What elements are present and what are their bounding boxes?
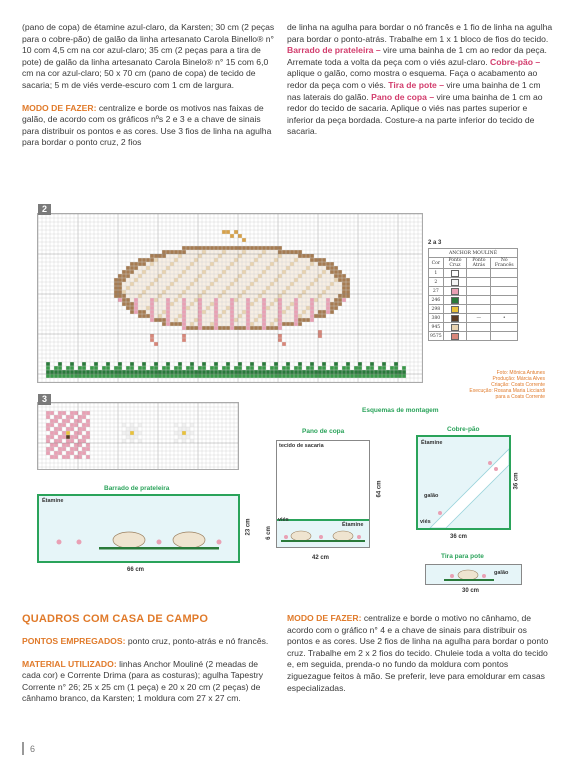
credit-line: Foto: Mônica Antunes — [496, 370, 545, 376]
key-title: 2 a 3 — [428, 240, 442, 246]
pig-pattern — [38, 214, 422, 382]
text-segment: aplique o galão, como mostra o esquema. Faça o acabamento ao redor da peça com o viés. — [287, 68, 538, 90]
key-french-knot: • — [491, 314, 518, 323]
key-backstitch — [467, 332, 491, 341]
key-backstitch — [467, 287, 491, 296]
label-tira-pote: Tira de pote – — [388, 79, 444, 90]
color-swatch — [451, 315, 459, 322]
key-color-number: 2 — [429, 278, 444, 287]
key-rows — [429, 269, 518, 341]
color-key — [428, 240, 518, 341]
key-swatch-cell — [443, 287, 467, 296]
color-swatch — [451, 306, 459, 313]
modo-text-2: centralize e borde o motivo no cânhamo, de acordo com o gráfico n° 4 e a chave de sinais para distribuir os pontos e as cores. Use 2 fios de linha na agulha para bordar o ponto cruz. Trabalhe em 2 x 2 fios do tecido. Chuleie toda a volta do tecido e, em seguida, prenda-o no fundo da moldura com pontos ziguezague feitos à mão. Se preferir, leve para emoldurar em casas especializadas. — [287, 613, 549, 693]
bottom-text-right — [287, 613, 552, 694]
text-segment: vire uma bainha de 1 cm ao redor da peça. Arremate toda a volta da peça com o viés azul-claro. — [287, 45, 547, 67]
key-row — [429, 278, 518, 287]
key-french-knot — [491, 278, 518, 287]
color-swatch — [451, 270, 459, 277]
key-french-knot — [491, 305, 518, 314]
barrado-label-etamine: Étamine — [42, 498, 64, 504]
schemes-title: Esquemas de montagem — [362, 407, 439, 414]
barrado-scheme — [37, 494, 240, 563]
flower-pattern — [38, 403, 238, 469]
key-swatch-cell — [443, 278, 467, 287]
pano-width: 42 cm — [312, 555, 330, 561]
chart-2-badge: 2 — [38, 204, 51, 215]
key-col: Ponto Atrás — [467, 258, 491, 269]
key-swatch-cell — [443, 305, 467, 314]
text-segment: vire uma bainha de 1 cm nas laterais do galão. — [287, 79, 541, 102]
key-color-number: 27 — [429, 287, 444, 296]
key-row — [429, 314, 518, 323]
pano-title: Pano de copa — [302, 428, 345, 435]
key-swatch-cell — [443, 314, 467, 323]
key-french-knot — [491, 323, 518, 332]
color-swatch — [451, 297, 459, 304]
pano-pig-motif — [281, 527, 365, 543]
key-backstitch — [467, 323, 491, 332]
intro-text-left — [22, 22, 280, 149]
credit-line: Produção: Márcia Alves — [492, 376, 545, 382]
key-backstitch — [467, 269, 491, 278]
section-heading: QUADROS COM CASA DE CAMPO — [22, 613, 209, 625]
key-table — [428, 248, 518, 341]
barrado-title: Barrado de prateleira — [104, 485, 170, 492]
text-segment: vire uma bainha de 1 cm ao redor do tecido de sacaria. Aplique o viés nas partes superior e inferior da peça bordada. Costure-a na parte inferior do tecido de sacaria. — [287, 91, 543, 137]
material-label: MATERIAL UTILIZADO: — [22, 658, 117, 669]
cobre-pao-scheme — [416, 435, 511, 530]
key-french-knot — [491, 332, 518, 341]
materials-text: (pano de copa) de étamine azul-claro, da Karsten; 30 cm (2 peças para o cobre-pão) de galão da linha artesanato Carola Binello® n° 10 com 4,5 cm na cor azul-claro; 35 cm (2 peças para a tira de pote) de galão da linha artesanato Carola Binelo® n° 15 com 6,0 cm na cor azul-claro; 50 x 70 cm (pano de copa) de tecido de sacaria; 5 m de viés verde-escuro com 1 cm de largura. — [22, 22, 275, 90]
bottom-text-left — [22, 636, 277, 705]
key-color-number: 9575 — [430, 333, 442, 339]
barrado-pig-motif — [39, 496, 238, 561]
key-backstitch — [467, 296, 491, 305]
key-row — [429, 323, 518, 332]
color-swatch — [451, 333, 459, 340]
pano-strip-height: 6 cm — [265, 526, 272, 540]
pano-label-etamine: Étamine — [342, 522, 364, 528]
key-french-knot — [491, 287, 518, 296]
tira-label-galao: galão — [494, 570, 509, 576]
cobre-label-galao: galão — [424, 493, 439, 499]
pontos-label: PONTOS EMPREGADOS: — [22, 636, 126, 646]
key-color-number: 945 — [429, 323, 444, 332]
credit-line: para a Coats Corrente — [495, 394, 545, 400]
pontos-text: ponto cruz, ponto-atrás e nó francês. — [125, 636, 269, 646]
key-swatch-cell — [443, 269, 467, 278]
photo-credits — [435, 370, 545, 400]
key-backstitch — [467, 278, 491, 287]
key-row — [429, 287, 518, 296]
key-swatch-cell — [443, 332, 467, 341]
key-col: Ponto Cruz — [443, 258, 467, 269]
credit-line: Criação: Coats Corrente — [491, 382, 545, 388]
key-col: Nó Francês — [491, 258, 518, 269]
barrado-height: 23 cm — [245, 518, 252, 536]
pano-label-sacaria: tecido de sacaria — [279, 443, 324, 449]
modo-label-2: MODO DE FAZER: — [287, 613, 362, 623]
key-color-number: 1 — [429, 269, 444, 278]
barrado-width: 66 cm — [127, 567, 145, 573]
key-row — [429, 269, 518, 278]
text-segment: de linha na agulha para bordar o nó francês e 1 fio de linha na agulha para bordar o ponto-atrás. Trabalhe em 1 x 1 bloco de fios do tecido. — [287, 22, 553, 44]
material-text: linhas Anchor Mouliné (2 meadas de cada cor) e Corrente Drima (para as costuras); agulha Tapestry Corrente n° 26; 25 x 25 cm (1 peça) e 20 x 20 cm (2 peças) de cânhamo branco, da Karsten; 1 moldura com 27 x 27 cm. — [22, 658, 264, 704]
key-swatch-cell — [443, 296, 467, 305]
credit-line: Execução: Rosana Maria Licciardi — [469, 388, 545, 394]
key-swatch-cell — [443, 323, 467, 332]
intro-text-right — [287, 22, 554, 138]
pano-label-vies: viés — [278, 517, 289, 523]
modo-label: MODO DE FAZER: — [22, 102, 97, 113]
chart-2-pig-grid — [37, 213, 423, 383]
color-swatch — [451, 279, 459, 286]
key-color-number: 380 — [429, 314, 444, 323]
chart-3-badge: 3 — [38, 394, 51, 405]
modo-text: centralize e borde os motivos nas faixas de galão, de acordo com os gráficos nºs 2 e 3 e a chave de sinais para distribuir os pontos e as cores. Use 3 fios de linha na agulha para bordar o ponto cruz, 2 fios — [22, 102, 272, 148]
key-french-knot — [491, 269, 518, 278]
page-number: 6 — [30, 744, 36, 754]
label-barrado: Barrado de prateleira – — [287, 45, 381, 56]
key-row — [429, 305, 518, 314]
key-backstitch — [467, 305, 491, 314]
key-header: ANCHOR MOULINÉ — [429, 249, 518, 258]
label-pano-copa: Pano de copa – — [371, 91, 435, 102]
key-color-number: 298 — [429, 305, 444, 314]
cobre-width: 36 cm — [450, 534, 468, 540]
color-swatch — [451, 324, 459, 331]
key-col: Cor — [429, 258, 444, 269]
tira-width: 30 cm — [462, 588, 480, 594]
key-row — [429, 296, 518, 305]
cobre-label-etamine: Étamine — [421, 440, 443, 446]
key-color-number: 246 — [429, 296, 444, 305]
color-swatch — [451, 288, 459, 295]
cobre-height: 36 cm — [513, 472, 520, 490]
tira-title: Tira para pote — [441, 553, 484, 560]
pano-height: 64 cm — [376, 480, 383, 498]
key-row — [429, 332, 518, 341]
key-french-knot — [491, 296, 518, 305]
cobre-label-vies: viés — [420, 519, 431, 525]
cobre-title: Cobre-pão — [447, 426, 480, 433]
pano-de-copa-scheme — [276, 440, 370, 548]
key-backstitch: — — [467, 314, 491, 323]
chart-3-flower-grid — [37, 402, 239, 470]
label-cobre-pao: Cobre-pão – — [490, 56, 541, 67]
cobre-galao-diagonal — [418, 437, 509, 528]
